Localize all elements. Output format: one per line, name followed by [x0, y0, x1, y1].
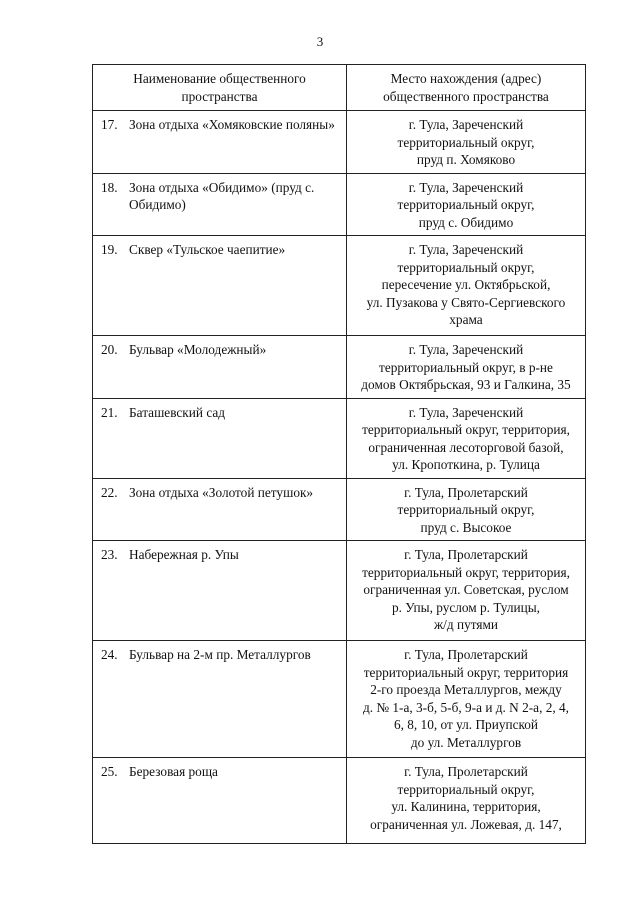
address-line: пересечение ул. Октябрьской,: [381, 277, 551, 292]
address-line: г. Тула, Зареченский: [408, 179, 524, 195]
space-name: Березовая роща: [129, 764, 218, 779]
address-line: ж/д путями: [433, 617, 499, 632]
row-number: 23.: [101, 547, 118, 562]
table-row: [93, 336, 586, 399]
header-location: Место нахождения (адрес) общественного пространства: [347, 65, 586, 111]
table-row: [93, 173, 586, 236]
space-address-cell: [347, 111, 586, 174]
address-line: пруд п. Хомяково: [416, 152, 516, 167]
space-name: Зона отдыха «Хомяковские поляны»: [129, 117, 335, 132]
address-line: ул. Калинина, территория,: [391, 799, 541, 814]
space-name-cell: [93, 173, 347, 236]
address-line: до ул. Металлургов: [410, 734, 522, 750]
address-line: 6, 8, 10, от ул. Приупской: [393, 717, 539, 732]
address-line: г. Тула, Пролетарский: [404, 547, 528, 562]
row-number: 25.: [101, 764, 118, 779]
space-name-cell: [93, 758, 347, 844]
row-number: 22.: [101, 484, 118, 500]
address-line: г. Тула, Пролетарский: [404, 647, 528, 662]
address-line: территориальный округ,: [397, 259, 535, 275]
space-name: Зона отдыха «Золотой петушок»: [129, 484, 314, 500]
table-row: [93, 541, 586, 641]
table-row: [93, 111, 586, 174]
page-number: 3: [316, 34, 324, 49]
space-address-cell: [347, 641, 586, 758]
address-line: г. Тула, Зареченский: [408, 342, 524, 357]
space-name: Набережная р. Упы: [129, 547, 239, 562]
address-line: 2-го проезда Металлургов, между: [370, 682, 562, 697]
address-line: ограниченная ул. Советская, руслом: [363, 582, 569, 597]
table-row: [93, 641, 586, 758]
address-line: г. Тула, Зареченский: [408, 404, 524, 420]
space-address-cell: [347, 758, 586, 844]
row-number: 17.: [101, 117, 118, 132]
space-name-cell: [93, 641, 347, 758]
address-line: территориальный округ, территория,: [362, 422, 570, 437]
address-line: территориальный округ, в р-не: [379, 359, 553, 375]
space-name: Баташевский сад: [129, 404, 226, 420]
address-line: пруд с. Высокое: [420, 519, 512, 535]
address-line: г. Тула, Пролетарский: [404, 484, 528, 500]
address-line: территориальный округ, территория: [363, 664, 569, 680]
address-line: г. Тула, Пролетарский: [404, 764, 528, 779]
address-line: г. Тула, Зареченский: [408, 242, 524, 257]
row-number: 20.: [101, 342, 118, 357]
address-line: ул. Кропоткина, р. Тулица: [392, 457, 540, 472]
address-line: храма: [449, 312, 483, 327]
space-name: Бульвар «Молодежный»: [129, 342, 267, 357]
address-line: ограниченная ул. Ложевая, д. 147,: [370, 816, 562, 832]
table-header-row: [93, 65, 586, 111]
address-line: ул. Пузакова у Свято-Сергиевского: [366, 294, 566, 310]
address-line: домов Октябрьская, 93 и Галкина, 35: [361, 377, 571, 392]
table-body: [93, 111, 586, 844]
space-address-cell: [347, 236, 586, 336]
space-name-cell: [93, 541, 347, 641]
space-address-cell: [347, 336, 586, 399]
row-number: 24.: [101, 647, 118, 662]
space-name-cell: [93, 111, 347, 174]
address-line: г. Тула, Зареченский: [408, 117, 524, 132]
space-name: Сквер «Тульское чаепитие»: [129, 242, 286, 257]
public-spaces-table: [92, 64, 586, 844]
space-name-cell: [93, 478, 347, 541]
space-name-cell: [93, 336, 347, 399]
space-name-cell: [93, 236, 347, 336]
space-name: Бульвар на 2-м пр. Металлургов: [129, 647, 311, 662]
row-number: 19.: [101, 242, 118, 257]
space-address-cell: [347, 541, 586, 641]
row-number: 21.: [101, 404, 118, 420]
table-row: [93, 758, 586, 844]
address-line: территориальный округ,: [397, 781, 535, 797]
space-name-cell: [93, 398, 347, 478]
table-row: [93, 236, 586, 336]
space-address-cell: [347, 478, 586, 541]
space-name: Зона отдыха «Обидимо» (пруд с. Обидимо): [129, 179, 315, 212]
space-address-cell: [347, 173, 586, 236]
address-line: территориальный округ, территория,: [362, 564, 570, 580]
address-line: р. Упы, руслом р. Тулицы,: [392, 599, 540, 615]
address-line: территориальный округ,: [397, 197, 535, 212]
address-line: территориальный округ,: [397, 502, 535, 517]
space-address-cell: [347, 398, 586, 478]
row-number: 18.: [101, 179, 118, 195]
table-row: [93, 398, 586, 478]
address-line: д. № 1-а, 3-б, 5-б, 9-а и д. N 2-а, 2, 4,: [362, 699, 569, 715]
address-line: пруд с. Обидимо: [418, 214, 514, 230]
address-line: ограниченная лесоторговой базой,: [368, 439, 564, 455]
table-row: [93, 478, 586, 541]
header-name: Наименование общественного пространства: [93, 65, 347, 111]
address-line: территориальный округ,: [397, 134, 535, 150]
